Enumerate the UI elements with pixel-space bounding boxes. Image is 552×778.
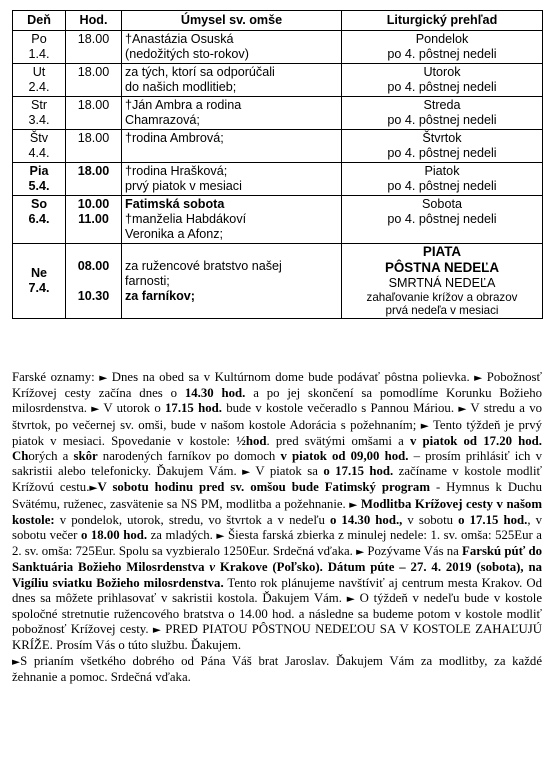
intention-cell: †rodina Ambrová;	[122, 130, 342, 163]
header-row	[13, 11, 543, 31]
hour-cell: 18.00	[66, 64, 122, 97]
day-cell: Po 1.4.	[13, 31, 66, 64]
col-header-day: Deň	[13, 11, 66, 31]
table-row	[13, 196, 543, 244]
arrow-icon: ►	[356, 546, 365, 559]
table-row	[13, 244, 543, 319]
col-header-hour: Hod.	[66, 11, 122, 31]
arrow-icon: ►	[216, 530, 225, 543]
intention-cell: za tých, ktorí sa odporúčali do našich modlitieb;	[122, 64, 342, 97]
arrow-icon: ►	[152, 624, 161, 637]
arrow-icon: ►	[12, 655, 21, 668]
intention-cell: †Ján Ambra a rodina Chamrazová;	[122, 97, 342, 130]
arrow-icon: ►	[242, 466, 251, 479]
col-header-liturgy: Liturgický prehľad	[342, 11, 543, 31]
intention-cell: †Anastázia Osuská (nedožitých sto-rokov)	[122, 31, 342, 64]
table-row	[13, 163, 543, 196]
liturgy-cell: Utorok po 4. pôstnej nedeli	[342, 64, 543, 97]
mass-schedule	[12, 10, 542, 319]
table-row	[13, 97, 543, 130]
liturgy-cell: Sobota po 4. pôstnej nedeli	[342, 196, 543, 244]
parish-notices	[12, 370, 542, 685]
notices-paragraph: Farské oznamy: ► Dnes na obed sa v Kultúrnom dome bude podávať pôstna polievka. ► Pobožnosť Krížovej cesty začína dnes o 14.30 hod. a po jej skončení sa pomodlíme Korunku Božieho milosrdenstva. ► V utorok o 17.15 hod. bude v kostole večeradlo s Pannou Máriou. ► V stredu a vo štvrtok, po večernej sv. omši, bude v našom kostole Adorácia s požehnaním; ► Tento týždeň je prvý piatok v mesiaci. Spovedanie v kostole: ½hod. pred svätými omšami a v piatok od 17.20 hod. Chorých a skôr narodených farníkov po domoch v piatok od 09,00 hod. – prosím prihlásiť ich v sakristii alebo telefonicky. Ďakujem Vám. ► V piatok sa o 17.15 hod. začíname v kostole modliť Krížovú cestu.►V sobotu hodinu pred sv. omšou bude Fatimský program - Hymnus k Duchu Svätému, ruženec, zasvätenie sa NS PM, modlitba a požehnanie. ► Modlitba Krížovej cesty v našom kostole: v pondelok, utorok, stredu, vo štvrtok a v nedeľu o 14.30 hod., v sobotu o 17.15 hod., v sobotu večer o 18.00 hod. za mladých. ► Šiesta farská zbierka z minulej nedele: 1. sv. omša: 525Eur a 2. sv. omša: 725Eur. Spolu sa vyzbieralo 1250Eur. Srdečná vďaka. ► Pozývame Vás na Farskú púť do Sanktuária Božieho Milosrdenstva v Krakove (Poľsko). Dátum púte – 27. 4. 2019 (sobota), na Vigíliu sviatku Božieho milosrdenstva. Tento rok plánujeme navštíviť aj centrum mesta Krakov. Od dnes sa môžete prihlasovať v sakristii kostola. Ďakujem Vám. ► O týždeň v nedeľu bude v kostole spoločné stretnutie ružencového bratstva o 14.00 hod. a následne sa budeme potom v kostole modliť pobožnosť Krížovej cesty. ► PRED PIATOU PÔSTNOU NEDEĽOU SA V KOSTOLE ZAHAĽUJÚ KRÍŽE. Prosím Vás o túto službu. Ďakujem.	[12, 370, 543, 653]
liturgy-cell: Pondelok po 4. pôstnej nedeli	[342, 31, 543, 64]
table-row	[13, 64, 543, 97]
liturgy-cell: Štvrtok po 4. pôstnej nedeli	[342, 130, 543, 163]
arrow-icon: ►	[474, 372, 483, 384]
intention-cell: †rodina Hrašková; prvý piatok v mesiaci	[122, 163, 342, 196]
day-cell: So 6.4.	[13, 196, 66, 244]
hour-cell: 18.00	[66, 31, 122, 64]
table-row	[13, 31, 543, 64]
day-cell: Ne 7.4.	[13, 244, 66, 319]
day-cell: Ut 2.4.	[13, 64, 66, 97]
hour-cell: 08.00 10.30	[66, 244, 122, 319]
day-cell: Štv 4.4.	[13, 130, 66, 163]
hour-cell: 18.00	[66, 130, 122, 163]
arrow-icon: ►	[420, 419, 429, 432]
day-cell: Pia 5.4.	[13, 163, 66, 196]
hour-cell: 18.00	[66, 97, 122, 130]
col-header-intention: Úmysel sv. omše	[122, 11, 342, 31]
arrow-icon: ►	[458, 403, 467, 416]
notices-closing: ►S prianím všetkého dobrého od Pána Váš brat Jaroslav. Ďakujem Vám za modlitby, za každé žehnanie a pomoc. Srdečná vďaka.	[12, 653, 542, 684]
liturgy-cell: PIATA PÔSTNA NEDEĽA SMRTNÁ NEDEĽA zahaľovanie krížov a obrazov prvá nedeľa v mesiaci	[342, 244, 543, 319]
schedule-table	[12, 10, 543, 319]
arrow-icon: ►	[349, 498, 358, 511]
arrow-icon: ►	[89, 482, 98, 495]
day-cell: Str 3.4.	[13, 97, 66, 130]
arrow-icon: ►	[346, 592, 355, 605]
intention-cell: Fatimská sobota †manželia Habdákoví Veronika a Afonz;	[122, 196, 342, 244]
liturgy-cell: Streda po 4. pôstnej nedeli	[342, 97, 543, 130]
hour-cell: 10.00 11.00	[66, 196, 122, 244]
liturgy-cell: Piatok po 4. pôstnej nedeli	[342, 163, 543, 196]
arrow-icon: ►	[91, 403, 100, 416]
table-row	[13, 130, 543, 163]
arrow-icon: ►	[99, 372, 108, 384]
intention-cell: za ružencové bratstvo našej farnosti; za farníkov;	[122, 244, 342, 319]
hour-cell: 18.00	[66, 163, 122, 196]
